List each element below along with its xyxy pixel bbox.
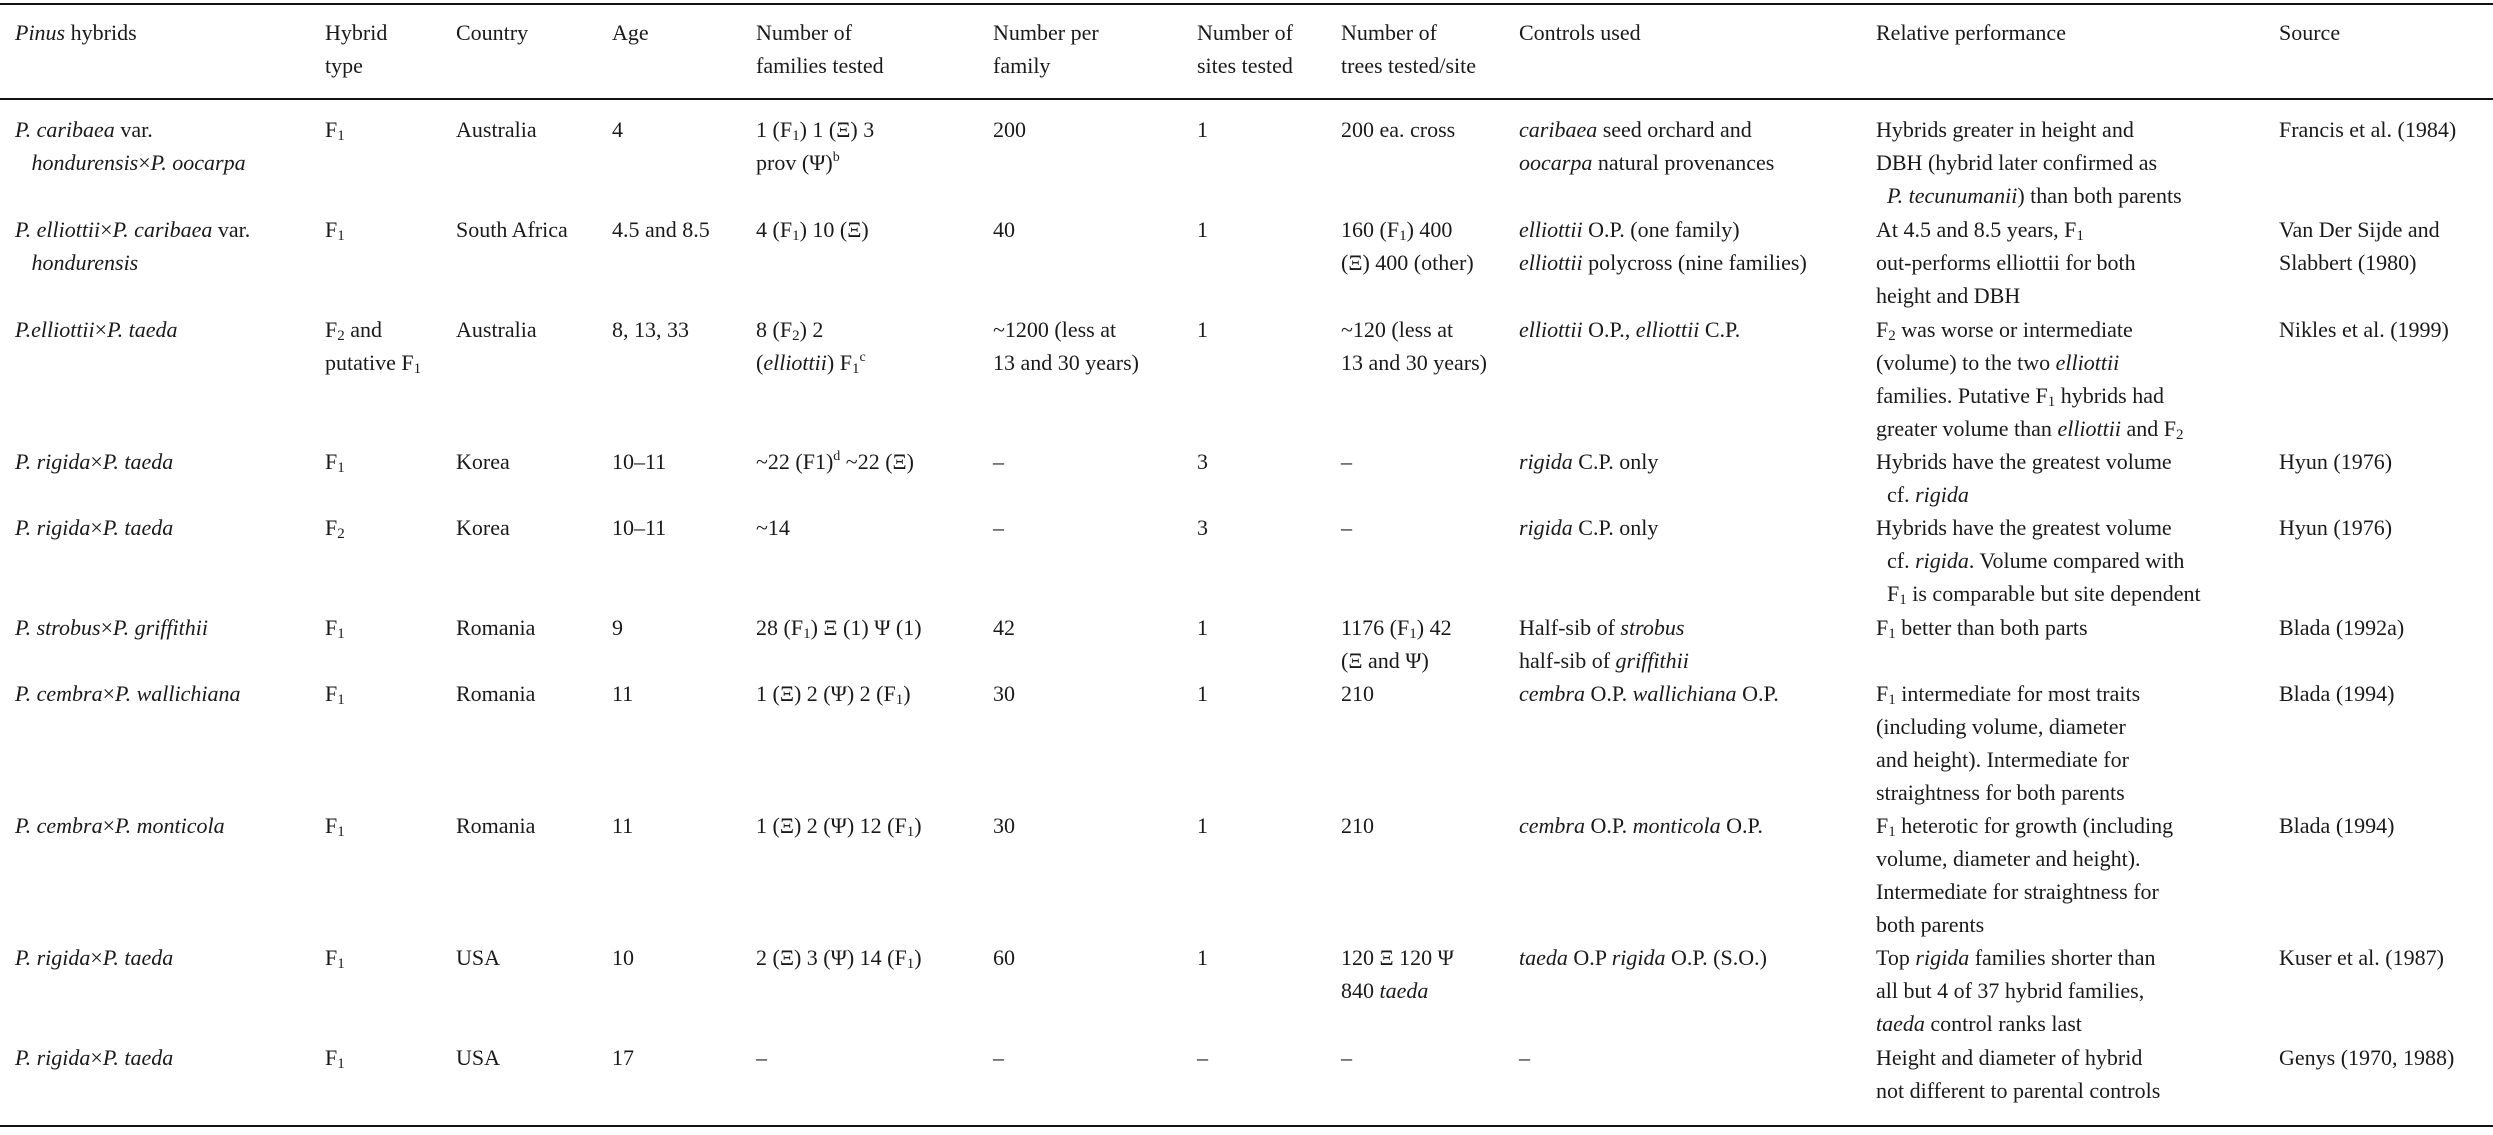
cell-country: Australia <box>456 117 537 142</box>
cell-families: 28 $(F_1)$ Ξ (1) Ψ (1) <box>756 615 922 642</box>
cell-performance: Hybrids have the greatest volume cf. rigida <box>1876 449 2172 507</box>
cell-per_family: – <box>993 1045 1004 1070</box>
cell-source: Hyun (1976) <box>2279 515 2393 540</box>
cell-sites: 1 <box>1197 945 1208 970</box>
cell-type: $F_1$ <box>325 449 345 476</box>
cell-families: ~22 $(F1)^d$ ~22 (Ξ) <box>756 449 914 474</box>
cell-per_family: – <box>993 515 1004 540</box>
cell-sites: 1 <box>1197 681 1208 706</box>
cell-country: Korea <box>456 515 510 540</box>
cell-sites: 3 <box>1197 515 1208 540</box>
cell-source: Francis et al. (1984) <box>2279 117 2457 142</box>
column-header-families: Number of families tested <box>756 20 884 78</box>
cell-controls: rigida C.P. only <box>1519 449 1659 474</box>
cell-trees: – <box>1341 515 1352 540</box>
cell-age: 11 <box>612 681 634 706</box>
cell-hybrid: P. cembra×P. monticola <box>15 813 225 838</box>
cell-controls: elliottii O.P. (one family) elliottii polycross (nine families) <box>1519 217 1807 275</box>
column-header-trees: Number of trees tested/site <box>1341 20 1477 78</box>
table-top-rule <box>0 3 2493 5</box>
cell-performance: $F_1$ heterotic for growth (including volume, diameter and height). Intermediate for straightness for both parents <box>1876 813 2174 937</box>
cell-families: 8 $(F_2)$ 2 (elliottii) $F_1^c$ <box>756 317 866 377</box>
cell-hybrid: P. rigida×P. taeda <box>15 515 174 540</box>
cell-performance: Top rigida families shorter than all but 4 of 37 hybrid families, taeda control ranks last <box>1876 945 2156 1036</box>
cell-country: USA <box>456 1045 501 1070</box>
cell-per_family: ~1200 (less at 13 and 30 years) <box>993 317 1140 375</box>
cell-trees: – <box>1341 449 1352 474</box>
cell-controls: – <box>1519 1045 1530 1070</box>
cell-country: Korea <box>456 449 510 474</box>
cell-families: – <box>756 1045 767 1070</box>
cell-trees: 1176 $(F_1)$ 42 (Ξ and Ψ) <box>1341 615 1452 673</box>
cell-sites: 1 <box>1197 317 1208 342</box>
cell-trees: ~120 (less at 13 and 30 years) <box>1341 317 1488 375</box>
cell-country: Australia <box>456 317 537 342</box>
cell-age: 9 <box>612 615 623 640</box>
cell-age: 17 <box>612 1045 634 1070</box>
cell-performance: Height and diameter of hybrid not different to parental controls <box>1876 1045 2161 1103</box>
cell-families: 1 (Ξ) 2 (Ψ) 12 $(F_1)$ <box>756 813 922 840</box>
cell-sites: 1 <box>1197 813 1208 838</box>
cell-hybrid: P. rigida×P. taeda <box>15 1045 174 1070</box>
cell-source: Blada (1992a) <box>2279 615 2405 640</box>
cell-country: Romania <box>456 615 536 640</box>
cell-sites: 3 <box>1197 449 1208 474</box>
cell-source: Nikles et al. (1999) <box>2279 317 2449 342</box>
cell-hybrid: P. rigida×P. taeda <box>15 449 174 474</box>
cell-source: Kuser et al. (1987) <box>2279 945 2444 970</box>
cell-trees: 210 <box>1341 813 1374 838</box>
cell-age: 8, 13, 33 <box>612 317 689 342</box>
cell-performance: Hybrids have the greatest volume cf. rigida. Volume compared with $F_1$ is comparable but site dependent <box>1876 515 2201 608</box>
table-bottom-rule <box>0 1125 2493 1127</box>
cell-per_family: 40 <box>993 217 1015 242</box>
cell-controls: taeda O.P rigida O.P. (S.O.) <box>1519 945 1767 970</box>
cell-type: $F_1$ <box>325 217 345 244</box>
cell-families: 1 $(F_1)$ 1 (Ξ) 3 prov $(\Psi)^b$ <box>756 117 875 175</box>
cell-sites: 1 <box>1197 615 1208 640</box>
cell-age: 10 <box>612 945 634 970</box>
cell-source: Genys (1970, 1988) <box>2279 1045 2455 1070</box>
cell-source: Hyun (1976) <box>2279 449 2393 474</box>
cell-per_family: 30 <box>993 681 1015 706</box>
cell-controls: elliottii O.P., elliottii C.P. <box>1519 317 1741 342</box>
cell-performance: $F_2$ was worse or intermediate (volume) to the two elliottii families. Putative $F_1$ hybrids had greater volume than elliottii and $F_2$ <box>1876 317 2184 443</box>
cell-controls: cembra O.P. wallichiana O.P. <box>1519 681 1779 706</box>
column-header-per_family: Number per family <box>993 20 1099 78</box>
cell-hybrid: P. caribaea var. hondurensis×P. oocarpa <box>15 117 246 175</box>
cell-families: ~14 <box>756 515 790 540</box>
cell-sites: 1 <box>1197 217 1208 242</box>
cell-type: $F_1$ <box>325 615 345 642</box>
cell-age: 11 <box>612 813 634 838</box>
cell-trees: 160 $(F_1)$ 400 (Ξ) 400 (other) <box>1341 217 1474 275</box>
cell-type: $F_2$ <box>325 515 345 542</box>
cell-controls: Half-sib of strobus half-sib of griffithii <box>1519 615 1689 673</box>
cell-per_family: 30 <box>993 813 1015 838</box>
cell-performance: $F_1$ better than both parts <box>1876 615 2088 642</box>
cell-hybrid: P. cembra×P. wallichiana <box>15 681 241 706</box>
cell-trees: – <box>1341 1045 1352 1070</box>
cell-type: $F_1$ <box>325 117 345 144</box>
column-header-type: Hybrid type <box>325 20 388 78</box>
cell-trees: 200 ea. cross <box>1341 117 1456 142</box>
cell-controls: rigida C.P. only <box>1519 515 1659 540</box>
cell-type: $F_1$ <box>325 813 345 840</box>
cell-per_family: 200 <box>993 117 1026 142</box>
cell-age: 4.5 and 8.5 <box>612 217 710 242</box>
cell-hybrid: P. strobus×P. griffithii <box>15 615 208 640</box>
cell-families: 1 (Ξ) 2 (Ψ) 2 $(F_1)$ <box>756 681 911 708</box>
cell-hybrid: P. rigida×P. taeda <box>15 945 174 970</box>
cell-per_family: – <box>993 449 1004 474</box>
cell-type: $F_2$ and putative $F_1$ <box>325 317 422 377</box>
cell-per_family: 60 <box>993 945 1015 970</box>
cell-families: 4 $(F_1)$ 10 (Ξ) <box>756 217 869 244</box>
cell-per_family: 42 <box>993 615 1015 640</box>
cell-country: South Africa <box>456 217 568 242</box>
cell-age: 10–11 <box>612 449 667 474</box>
column-header-country: Country <box>456 20 529 45</box>
column-header-performance: Relative performance <box>1876 20 2066 45</box>
cell-trees: 210 <box>1341 681 1374 706</box>
cell-source: Van Der Sijde and Slabbert (1980) <box>2279 217 2440 275</box>
cell-type: $F_1$ <box>325 1045 345 1072</box>
cell-performance: $F_1$ intermediate for most traits (including volume, diameter and height). Intermediate for straightness for both parents <box>1876 681 2141 805</box>
cell-age: 10–11 <box>612 515 667 540</box>
cell-type: $F_1$ <box>325 945 345 972</box>
cell-sites: 1 <box>1197 117 1208 142</box>
cell-source: Blada (1994) <box>2279 813 2395 838</box>
cell-type: $F_1$ <box>325 681 345 708</box>
cell-performance: At 4.5 and 8.5 years, $F_1$ out-performs elliottii for both height and DBH <box>1876 217 2136 308</box>
cell-trees: 120 Ξ 120 Ψ 840 taeda <box>1341 945 1454 1003</box>
cell-sites: – <box>1197 1045 1208 1070</box>
cell-hybrid: P.elliottii×P. taeda <box>15 317 178 342</box>
cell-age: 4 <box>612 117 623 142</box>
cell-performance: Hybrids greater in height and DBH (hybrid later confirmed as P. tecunumanii) than both parents <box>1876 117 2182 208</box>
cell-country: USA <box>456 945 501 970</box>
cell-hybrid: P. elliottii×P. caribaea var. hondurensis <box>15 217 251 275</box>
cell-controls: caribaea seed orchard and oocarpa natural provenances <box>1519 117 1775 175</box>
column-header-sites: Number of sites tested <box>1197 20 1293 78</box>
column-header-source: Source <box>2279 20 2341 45</box>
table-header-rule <box>0 98 2493 100</box>
cell-families: 2 (Ξ) 3 (Ψ) 14 $(F_1)$ <box>756 945 922 972</box>
cell-controls: cembra O.P. monticola O.P. <box>1519 813 1763 838</box>
column-header-controls: Controls used <box>1519 20 1641 45</box>
cell-country: Romania <box>456 813 536 838</box>
cell-country: Romania <box>456 681 536 706</box>
cell-source: Blada (1994) <box>2279 681 2395 706</box>
column-header-age: Age <box>612 20 649 45</box>
column-header-hybrid: Pinus hybrids <box>15 20 137 45</box>
